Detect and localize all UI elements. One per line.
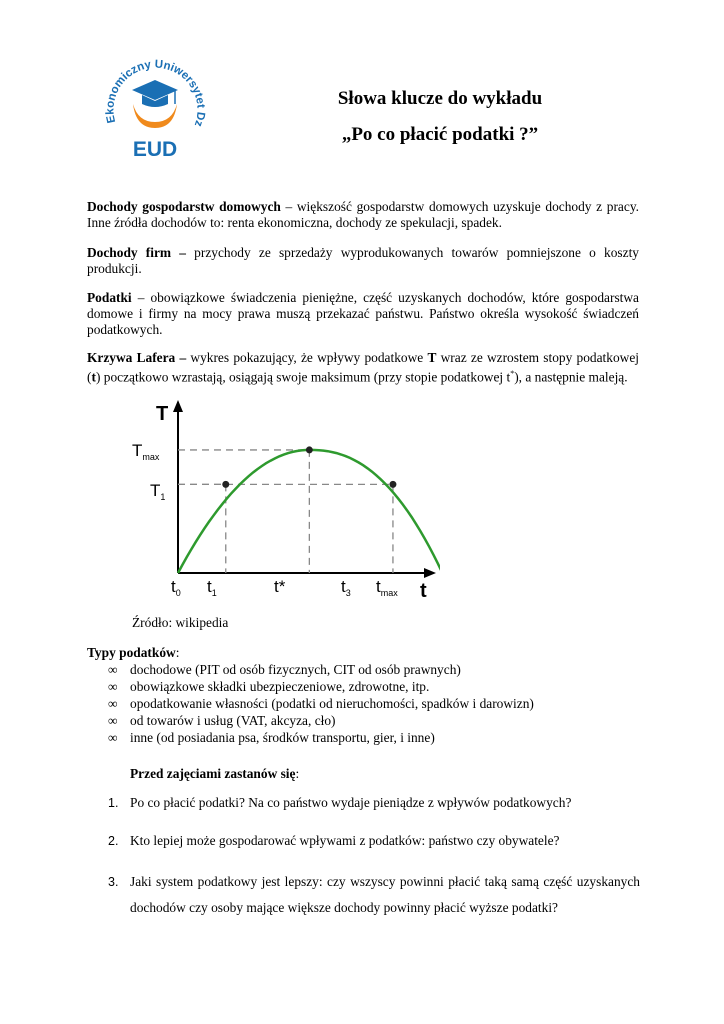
list-item	[108, 661, 534, 678]
infinity-bullet-icon: ∞	[108, 713, 118, 728]
logo-graphic	[100, 52, 210, 162]
definition-text: – większość gospodarstw domowych uzyskuje dochody z pracy. Inne źródła dochodów to: renta ekonomiczna, dochody ze spekulacji, spadek.	[87, 199, 639, 230]
definition-text: ), a następnie maleją.	[514, 369, 628, 385]
definition-text: wykres pokazujący, że wpływy podatkowe	[186, 350, 428, 365]
x-tick-label-tmax: $t_{max}$	[376, 577, 398, 598]
y-tick-label-tmax: $T_{max}$	[132, 441, 160, 462]
logo-arc-text: Ekonomiczny Uniwersytet Dz	[104, 58, 207, 129]
question-text: Kto lepiej może gospodarować wpływami z podatków: państwo czy obywatele?	[130, 833, 560, 848]
definition-term: Dochody firm –	[87, 245, 186, 260]
question-text: Jaki system podatkowy jest lepszy: czy wszyscy powinni płacić taką samą część uzyskanych dochodów czy osoby mające większe dochody powinny płacić wyższe podatki?	[130, 874, 640, 915]
list-item-text: obowiązkowe składki ubezpieczeniowe, zdrowotne, itp.	[130, 679, 430, 694]
symbol-star: *	[510, 369, 515, 378]
infinity-bullet-icon: ∞	[108, 662, 118, 677]
logo-abbr: EUD	[132, 138, 178, 161]
laffer-chart	[110, 398, 440, 603]
infinity-bullet-icon: ∞	[108, 679, 118, 694]
infinity-bullet-icon: ∞	[108, 696, 118, 711]
page-subtitle: „Po co płacić podatki ?”	[341, 124, 539, 145]
chart-source: Źródło: wikipedia	[132, 615, 229, 630]
x-tick-label-t0: $t_0$	[171, 577, 181, 598]
questions-heading	[130, 766, 299, 782]
list-item	[108, 695, 534, 712]
y-axis-arrow-icon	[173, 400, 183, 412]
tax-types-heading	[87, 645, 179, 661]
question-number: 1.	[108, 796, 119, 810]
data-point	[306, 446, 313, 453]
y-tick-label-t1: $T_1$	[150, 481, 166, 502]
infinity-bullet-icon: ∞	[108, 730, 118, 745]
definition-laffer-curve	[87, 350, 639, 385]
x-axis-arrow-icon	[424, 568, 436, 578]
question-item	[108, 828, 640, 854]
definition-company-income	[87, 245, 639, 277]
definition-text: ) początkowo wzrastają, osiągają swoje maksimum (przy stopie podatkowej t	[95, 369, 511, 385]
x-axis-label: t	[420, 580, 427, 602]
list-item-text: dochodowe (PIT od osób fizycznych, CIT od osób prawnych)	[130, 662, 461, 677]
question-number: 2.	[108, 834, 119, 848]
definition-term: Dochody gospodarstw domowych	[87, 199, 281, 214]
list-item	[108, 729, 534, 746]
definition-text: – obowiązkowe świadczenia pieniężne, część uzyskanych dochodów, które gospodarstwa domowe i firmy na mocy prawa muszą przekazać państwu. Państwo określa wysokość świadczeń podatkowych.	[87, 290, 639, 337]
question-number: 3.	[108, 875, 119, 889]
list-item-text: inne (od posiadania psa, środków transportu, gier, i inne)	[130, 730, 435, 745]
page-title: Słowa klucze do wykładu	[337, 88, 543, 109]
y-axis-label: T	[156, 403, 169, 425]
x-tick-label-t3: $t_3$	[341, 577, 351, 598]
laffer-chart-svg	[110, 398, 440, 603]
list-item	[108, 712, 534, 729]
list-item-text: opodatkowanie własności (podatki od nieruchomości, spadków i darowizn)	[130, 696, 534, 711]
list-item	[108, 678, 534, 695]
logo	[100, 52, 210, 162]
question-item	[108, 869, 640, 921]
tax-types-list	[108, 661, 534, 746]
data-point	[389, 481, 396, 488]
list-item-text: od towarów i usług (VAT, akcyza, cło)	[130, 713, 336, 728]
symbol-T: T	[427, 350, 437, 365]
definition-text: wraz ze wzrostem stopy podatkowej (	[87, 350, 639, 385]
tax-types-heading-colon: :	[175, 645, 180, 660]
tax-types-heading-text: Typy podatków	[87, 645, 176, 660]
definition-taxes	[87, 290, 639, 338]
graduation-cap-icon	[132, 80, 178, 100]
definition-term: Podatki	[87, 290, 132, 305]
question-item	[108, 790, 640, 816]
x-tick-label-t1: $t_1$	[207, 577, 217, 598]
question-text: Po co płacić podatki? Na co państwo wydaje pieniądze z wpływów podatkowych?	[130, 795, 572, 810]
questions-heading-colon: :	[295, 766, 300, 781]
data-point	[222, 481, 229, 488]
definition-household-income	[87, 199, 639, 231]
definition-text: przychody ze sprzedaży wyprodukowanych towarów pomniejszone o koszty produkcji.	[87, 245, 639, 276]
smile-icon	[133, 104, 177, 128]
x-tick-label-tstar: t*	[274, 577, 286, 596]
symbol-t: t	[91, 369, 96, 385]
questions-heading-text: Przed zajęciami zastanów się	[130, 766, 296, 781]
definition-term: Krzywa Lafera –	[87, 350, 187, 365]
